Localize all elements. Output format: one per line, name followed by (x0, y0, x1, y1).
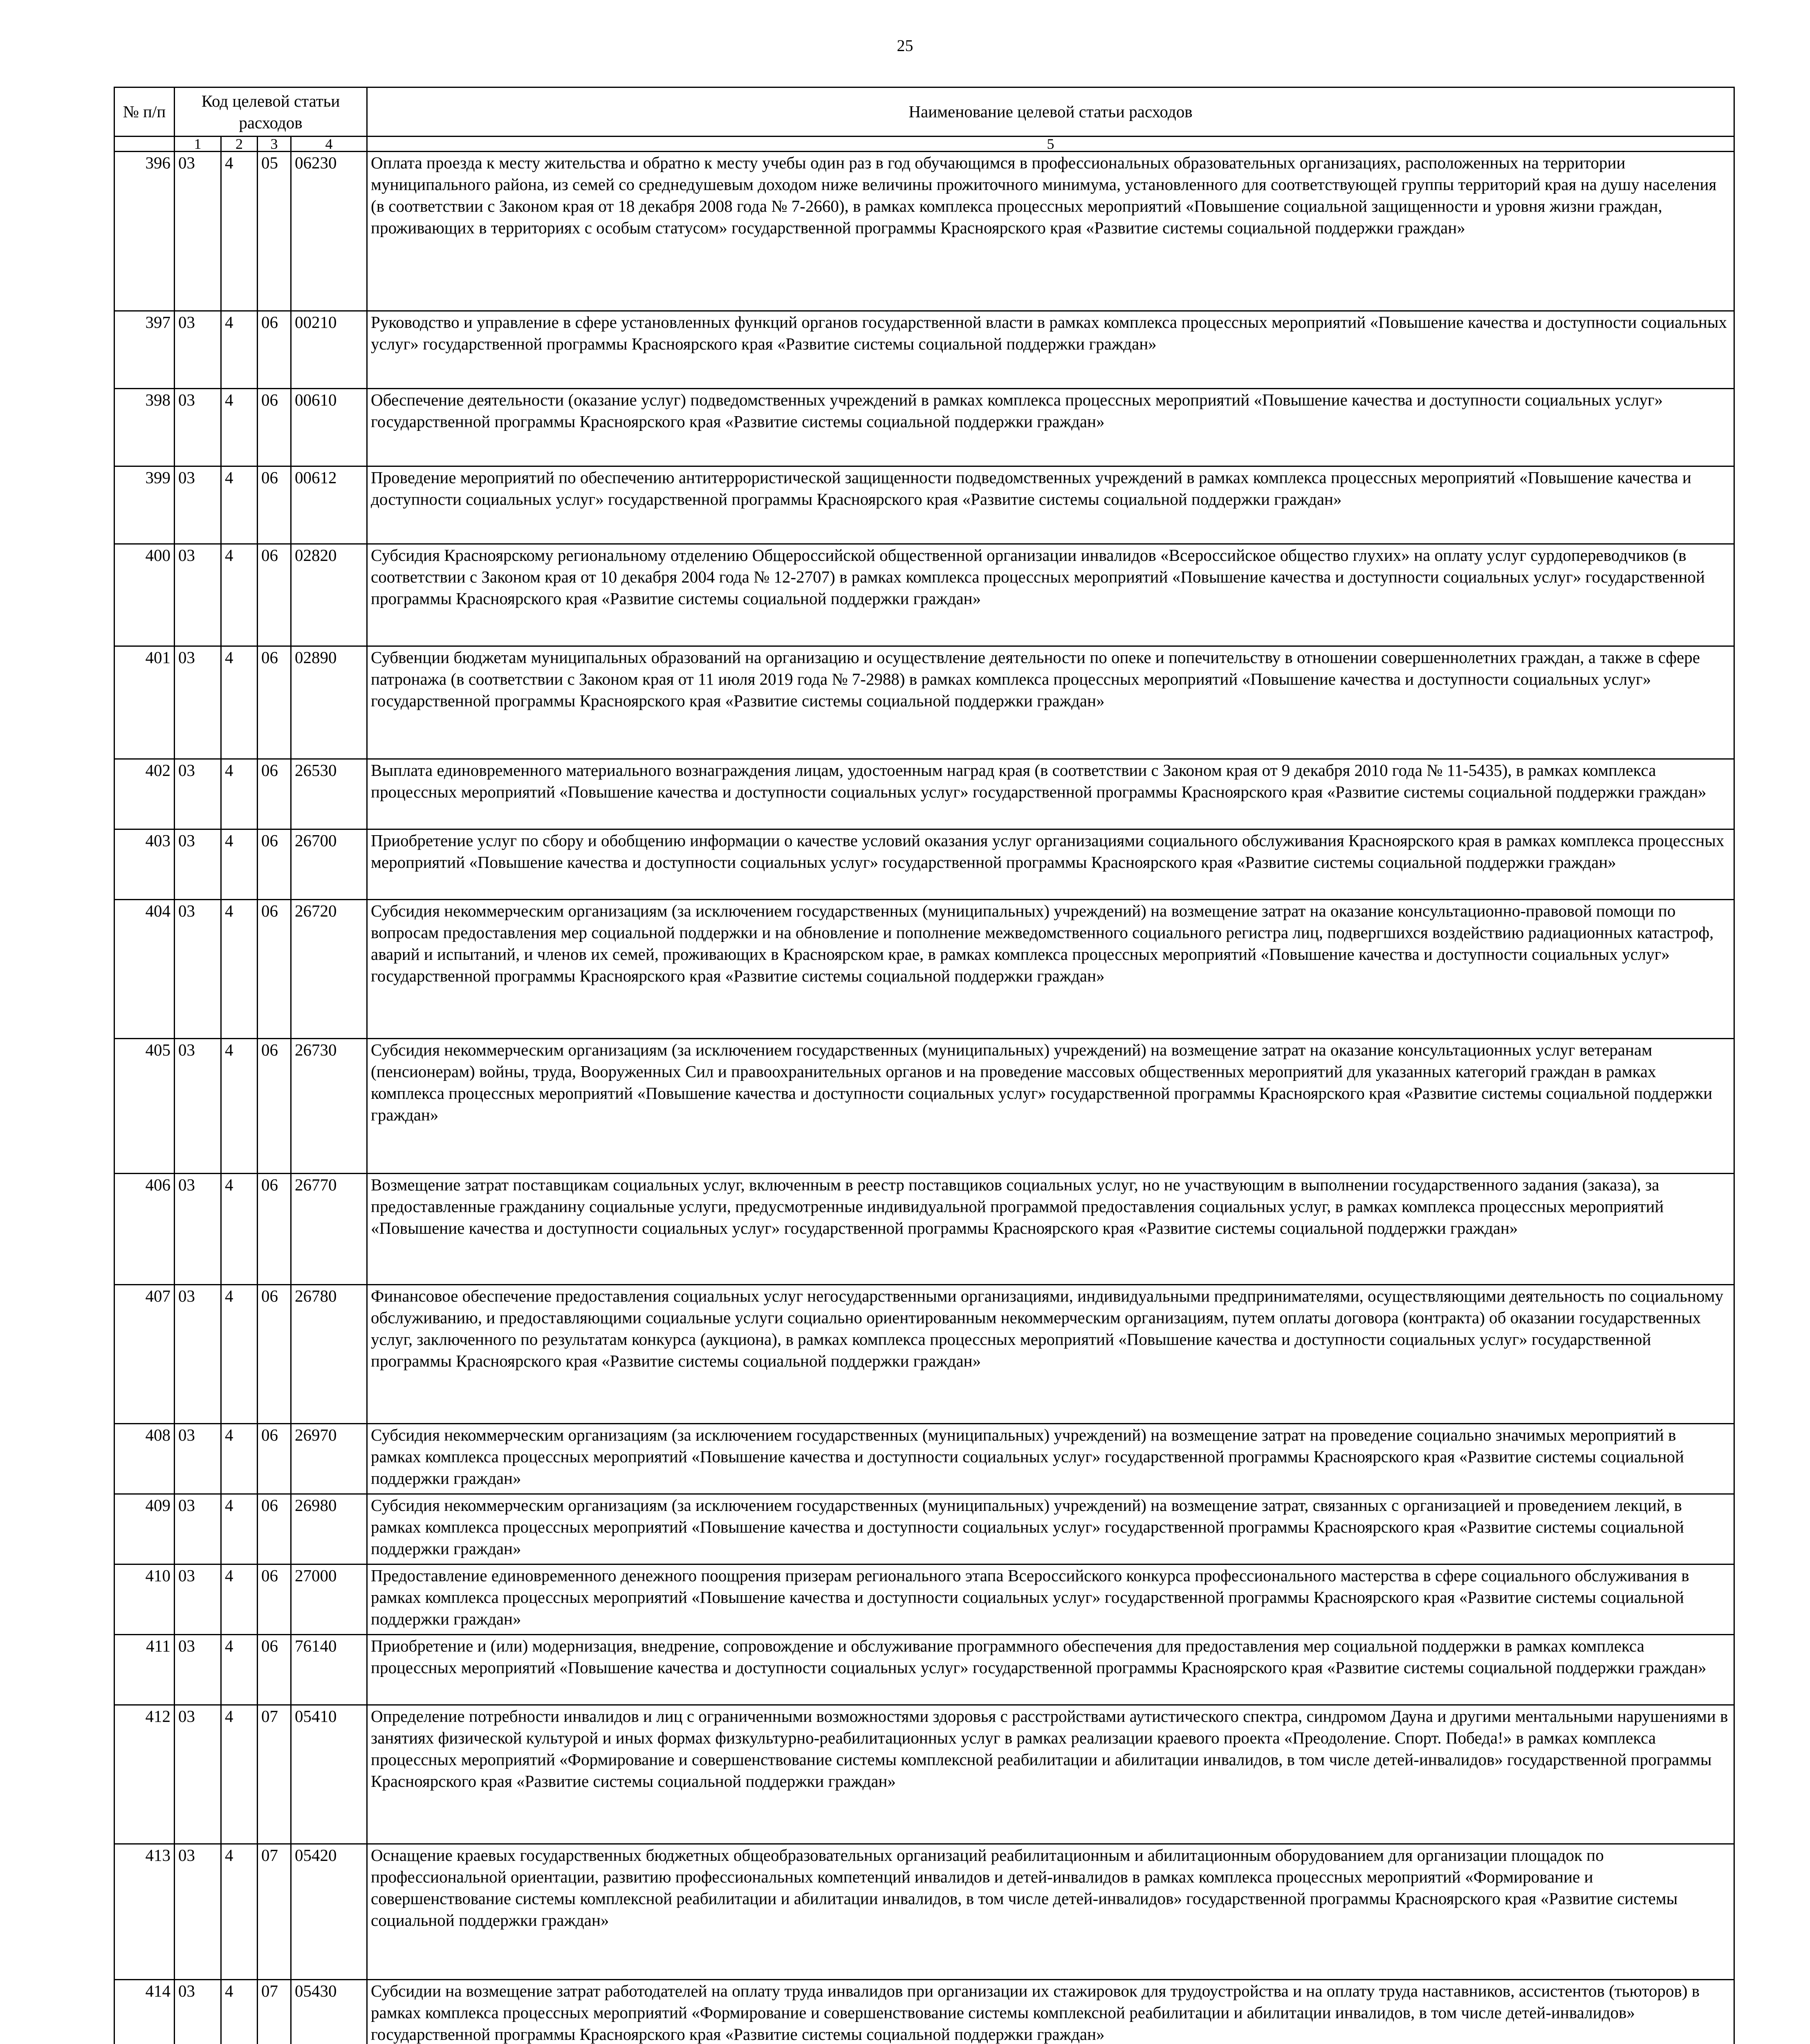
item-description: Оснащение краевых государственных бюджетных общеобразовательных организаций реабилитационным и абилитационным оборудованием для организации площадок по профессиональной ориентации, развитию профессиональных компетенций инвалидов и детей-инвалидов в рамках комплекса процессных мероприятий «Формирование и совершенствование системы комплексной реабилитации и абилитации инвалидов, в том числе детей-инвалидов» государственной программы Красноярского края «Развитие системы социальной поддержки граждан» (367, 1844, 1734, 1980)
item-description: Обеспечение деятельности (оказание услуг) подведомственных учреждений в рамках комплекса процессных мероприятий «Повышение качества и доступности социальных услуг» государственной программы Красноярского края «Развитие системы социальной поддержки граждан» (367, 389, 1734, 466)
item-description: Финансовое обеспечение предоставления социальных услуг негосударственными организациями, индивидуальными предпринимателями, осуществляющими деятельность по социальному обслуживанию, и предоставляющими социальные услуги социально ориентированным некоммерческим организациям, путем оплаты договора (контракта) об оказании государственных услуг, заключенного по результатам конкурса (аукциона), в рамках комплекса процессных мероприятий «Повышение качества и доступности социальных услуг» государственной программы Красноярского края «Развитие системы социальной поддержки граждан» (367, 1285, 1734, 1424)
code-part-3: 07 (258, 1980, 291, 2044)
column-number-row (114, 137, 1734, 152)
item-description: Выплата единовременного материального вознаграждения лицам, удостоенным наград края (в соответствии с Законом края от 9 декабря 2010 года № 11-5435), в рамках комплекса процессных мероприятий «Повышение качества и доступности социальных услуг» государственной программы Красноярского края «Развитие системы социальной поддержки граждан» (367, 759, 1734, 829)
table-row (114, 544, 1734, 646)
column-number: 5 (367, 137, 1734, 152)
row-number: 408 (114, 1424, 175, 1494)
table-row (114, 1285, 1734, 1424)
code-part-3: 06 (258, 311, 291, 389)
header-row-number: № п/п (114, 87, 175, 137)
code-part-3: 06 (258, 646, 291, 759)
code-part-2: 4 (221, 1285, 258, 1424)
code-part-1: 03 (175, 466, 221, 544)
row-number: 414 (114, 1980, 175, 2044)
item-description: Возмещение затрат поставщикам социальных услуг, включенным в реестр поставщиков социальных услуг, но не участвующим в выполнении государственного задания (заказа), за предоставленные гражданину социальные услуги, предусмотренные индивидуальной программой предоставления социальных услуг, в рамках комплекса процессных мероприятий «Повышение качества и доступности социальных услуг» государственной программы Красноярского края «Развитие системы социальной поддержки граждан» (367, 1174, 1734, 1285)
item-description: Субсидия некоммерческим организациям (за исключением государственных (муниципальных) учреждений) на возмещение затрат на оказание консультационно-правовой помощи по вопросам предоставления мер социальной поддержки и на обновление и пополнение межведомственного социального регистра лиц, подвергшихся воздействию радиационных катастроф, аварий и испытаний, и членов их семей, проживающих в Красноярском крае, в рамках комплекса процессных мероприятий «Повышение качества и доступности социальных услуг» государственной программы Красноярского края «Развитие системы социальной поддержки граждан» (367, 900, 1734, 1039)
code-part-2: 4 (221, 759, 258, 829)
table-row (114, 1980, 1734, 2044)
code-part-4: 26780 (291, 1285, 367, 1424)
code-part-4: 05420 (291, 1844, 367, 1980)
code-part-4: 05430 (291, 1980, 367, 2044)
item-description: Определение потребности инвалидов и лиц с ограниченными возможностями здоровья с расстройствами аутистического спектра, синдромом Дауна и другими ментальными нарушениями в занятиях физической культурой и иных формах физкультурно-реабилитационных услуг в рамках реализации краевого проекта «Преодоление. Спорт. Победа!» в рамках комплекса процессных мероприятий «Формирование и совершенствование системы комплексной реабилитации и абилитации инвалидов, в том числе детей-инвалидов» государственной программы Красноярского края «Развитие системы социальной поддержки граждан» (367, 1705, 1734, 1844)
code-part-1: 03 (175, 646, 221, 759)
table-row (114, 1174, 1734, 1285)
code-part-1: 03 (175, 900, 221, 1039)
code-part-3: 06 (258, 1494, 291, 1564)
table-row (114, 1564, 1734, 1635)
code-part-4: 26730 (291, 1039, 367, 1174)
code-part-4: 76140 (291, 1635, 367, 1705)
column-number: 2 (221, 137, 258, 152)
code-part-2: 4 (221, 389, 258, 466)
table-row (114, 152, 1734, 311)
code-part-4: 02890 (291, 646, 367, 759)
code-part-1: 03 (175, 1174, 221, 1285)
code-part-1: 03 (175, 1424, 221, 1494)
item-description: Руководство и управление в сфере установленных функций органов государственной власти в рамках комплекса процессных мероприятий «Повышение качества и доступности социальных услуг» государственной программы Красноярского края «Развитие системы социальной поддержки граждан» (367, 311, 1734, 389)
code-part-2: 4 (221, 646, 258, 759)
code-part-3: 06 (258, 1424, 291, 1494)
table-row (114, 466, 1734, 544)
code-part-3: 06 (258, 389, 291, 466)
row-number: 400 (114, 544, 175, 646)
item-description: Оплата проезда к месту жительства и обратно к месту учебы один раз в год обучающимся в профессиональных образовательных организациях, расположенных на территории муниципального района, из семей со среднедушевым доходом ниже величины прожиточного минимума, установленного для соответствующей группы территорий края на душу населения (в соответствии с Законом края от 18 декабря 2008 года № 7-2660), в рамках комплекса процессных мероприятий «Повышение социальной защищенности и уровня жизни граждан, проживающих в территориях с особым статусом» государственной программы Красноярского края «Развитие системы социальной поддержки граждан» (367, 152, 1734, 311)
row-number: 409 (114, 1494, 175, 1564)
column-number: 4 (291, 137, 367, 152)
code-part-2: 4 (221, 544, 258, 646)
row-number: 404 (114, 900, 175, 1039)
target-expense-items-table (114, 87, 1735, 2044)
code-part-4: 05410 (291, 1705, 367, 1844)
table-row (114, 1705, 1734, 1844)
table-row (114, 1039, 1734, 1174)
item-description: Приобретение услуг по сбору и обобщению информации о качестве условий оказания услуг организациями социального обслуживания Красноярского края в рамках комплекса процессных мероприятий «Повышение качества и доступности социальных услуг» государственной программы Красноярского края «Развитие системы социальной поддержки граждан» (367, 829, 1734, 900)
code-part-1: 03 (175, 544, 221, 646)
row-number: 397 (114, 311, 175, 389)
table-body (114, 152, 1734, 2044)
code-part-2: 4 (221, 1564, 258, 1635)
code-part-2: 4 (221, 829, 258, 900)
table-row (114, 1494, 1734, 1564)
code-part-1: 03 (175, 829, 221, 900)
row-number: 412 (114, 1705, 175, 1844)
code-part-4: 26770 (291, 1174, 367, 1285)
item-description: Субсидия некоммерческим организациям (за исключением государственных (муниципальных) учреждений) на возмещение затрат на проведение социально значимых мероприятий в рамках комплекса процессных мероприятий «Повышение качества и доступности социальных услуг» государственной программы Красноярского края «Развитие системы социальной поддержки граждан» (367, 1424, 1734, 1494)
code-part-2: 4 (221, 311, 258, 389)
item-description: Предоставление единовременного денежного поощрения призерам регионального этапа Всероссийского конкурса профессионального мастерства в сфере социального обслуживания в рамках комплекса процессных мероприятий «Повышение качества и доступности социальных услуг» государственной программы Красноярского края «Развитие системы социальной поддержки граждан» (367, 1564, 1734, 1635)
code-part-1: 03 (175, 1635, 221, 1705)
code-part-1: 03 (175, 1564, 221, 1635)
code-part-3: 06 (258, 1174, 291, 1285)
code-part-1: 03 (175, 1494, 221, 1564)
code-part-1: 03 (175, 389, 221, 466)
code-part-4: 02820 (291, 544, 367, 646)
code-part-3: 05 (258, 152, 291, 311)
code-part-3: 06 (258, 544, 291, 646)
table-row (114, 311, 1734, 389)
column-number (114, 137, 175, 152)
row-number: 405 (114, 1039, 175, 1174)
code-part-2: 4 (221, 1635, 258, 1705)
code-part-2: 4 (221, 152, 258, 311)
code-part-3: 06 (258, 1039, 291, 1174)
code-part-1: 03 (175, 1705, 221, 1844)
code-part-2: 4 (221, 1494, 258, 1564)
item-description: Субсидия некоммерческим организациям (за исключением государственных (муниципальных) учреждений) на возмещение затрат, связанных с организацией и проведением лекций, в рамках комплекса процессных мероприятий «Повышение качества и доступности социальных услуг» государственной программы Красноярского края «Развитие системы социальной поддержки граждан» (367, 1494, 1734, 1564)
code-part-4: 26700 (291, 829, 367, 900)
page-number: 25 (897, 36, 913, 55)
item-description: Субвенции бюджетам муниципальных образований на организацию и осуществление деятельности по опеке и попечительству в отношении совершеннолетних граждан, а также в сфере патронажа (в соответствии с Законом края от 11 июля 2019 года № 7-2988) в рамках комплекса процессных мероприятий «Повышение качества и доступности социальных услуг» государственной программы Красноярского края «Развитие системы социальной поддержки граждан» (367, 646, 1734, 759)
code-part-3: 06 (258, 1285, 291, 1424)
code-part-4: 06230 (291, 152, 367, 311)
code-part-2: 4 (221, 1424, 258, 1494)
code-part-3: 06 (258, 829, 291, 900)
code-part-3: 06 (258, 759, 291, 829)
code-part-2: 4 (221, 1705, 258, 1844)
row-number: 403 (114, 829, 175, 900)
row-number: 396 (114, 152, 175, 311)
code-part-4: 26530 (291, 759, 367, 829)
code-part-4: 27000 (291, 1564, 367, 1635)
item-description: Приобретение и (или) модернизация, внедрение, сопровождение и обслуживание программного обеспечения для предоставления мер социальной поддержки в рамках комплекса процессных мероприятий «Повышение качества и доступности социальных услуг» государственной программы Красноярского края «Развитие системы социальной поддержки граждан» (367, 1635, 1734, 1705)
code-part-2: 4 (221, 1844, 258, 1980)
table-row (114, 900, 1734, 1039)
code-part-4: 26970 (291, 1424, 367, 1494)
code-part-3: 07 (258, 1705, 291, 1844)
row-number: 406 (114, 1174, 175, 1285)
code-part-3: 06 (258, 1635, 291, 1705)
code-part-1: 03 (175, 1285, 221, 1424)
code-part-1: 03 (175, 1980, 221, 2044)
column-number: 3 (258, 137, 291, 152)
table-row (114, 646, 1734, 759)
table-row (114, 1844, 1734, 1980)
code-part-4: 00612 (291, 466, 367, 544)
row-number: 411 (114, 1635, 175, 1705)
code-part-1: 03 (175, 759, 221, 829)
code-part-3: 06 (258, 1564, 291, 1635)
code-part-4: 00610 (291, 389, 367, 466)
row-number: 402 (114, 759, 175, 829)
row-number: 413 (114, 1844, 175, 1980)
code-part-3: 06 (258, 900, 291, 1039)
code-part-2: 4 (221, 1980, 258, 2044)
code-part-3: 06 (258, 466, 291, 544)
code-part-1: 03 (175, 1039, 221, 1174)
row-number: 410 (114, 1564, 175, 1635)
code-part-2: 4 (221, 900, 258, 1039)
row-number: 407 (114, 1285, 175, 1424)
table-row (114, 389, 1734, 466)
code-part-1: 03 (175, 152, 221, 311)
row-number: 398 (114, 389, 175, 466)
column-number: 1 (175, 137, 221, 152)
row-number: 401 (114, 646, 175, 759)
code-part-1: 03 (175, 311, 221, 389)
table-row (114, 759, 1734, 829)
table-row (114, 829, 1734, 900)
table-row (114, 1424, 1734, 1494)
code-part-4: 26980 (291, 1494, 367, 1564)
code-part-4: 00210 (291, 311, 367, 389)
code-part-2: 4 (221, 466, 258, 544)
item-description: Субсидия Красноярскому региональному отделению Общероссийской общественной организации инвалидов «Всероссийское общество глухих» на оплату услуг сурдопереводчиков (в соответствии с Законом края от 10 декабря 2004 года № 12-2707) в рамках комплекса процессных мероприятий «Повышение качества и доступности социальных услуг» государственной программы Красноярского края «Развитие системы социальной поддержки граждан» (367, 544, 1734, 646)
code-part-3: 07 (258, 1844, 291, 1980)
item-description: Субсидии на возмещение затрат работодателей на оплату труда инвалидов при организации их стажировок для трудоустройства и на оплату труда наставников, ассистентов (тьюторов) в рамках комплекса процессных мероприятий «Формирование и совершенствование системы комплексной реабилитации и абилитации инвалидов, в том числе детей-инвалидов» государственной программы Красноярского края «Развитие системы социальной поддержки граждан» (367, 1980, 1734, 2044)
row-number: 399 (114, 466, 175, 544)
code-part-4: 26720 (291, 900, 367, 1039)
item-description: Субсидия некоммерческим организациям (за исключением государственных (муниципальных) учреждений) на возмещение затрат на оказание консультационных услуг ветеранам (пенсионерам) войны, труда, Вооруженных Сил и правоохранительных органов и на проведение массовых общественных мероприятий для указанных категорий граждан в рамках комплекса процессных мероприятий «Повышение качества и доступности социальных услуг» государственной программы Красноярского края «Развитие системы социальной поддержки граждан» (367, 1039, 1734, 1174)
code-part-2: 4 (221, 1174, 258, 1285)
header-target-code: Код целевой статьи расходов (175, 87, 367, 137)
code-part-2: 4 (221, 1039, 258, 1174)
header-target-name: Наименование целевой статьи расходов (367, 87, 1734, 137)
code-part-1: 03 (175, 1844, 221, 1980)
table-row (114, 1635, 1734, 1705)
item-description: Проведение мероприятий по обеспечению антитеррористической защищенности подведомственных учреждений в рамках комплекса процессных мероприятий «Повышение качества и доступности социальных услуг» государственной программы Красноярского края «Развитие системы социальной поддержки граждан» (367, 466, 1734, 544)
table-header-row (114, 87, 1734, 137)
